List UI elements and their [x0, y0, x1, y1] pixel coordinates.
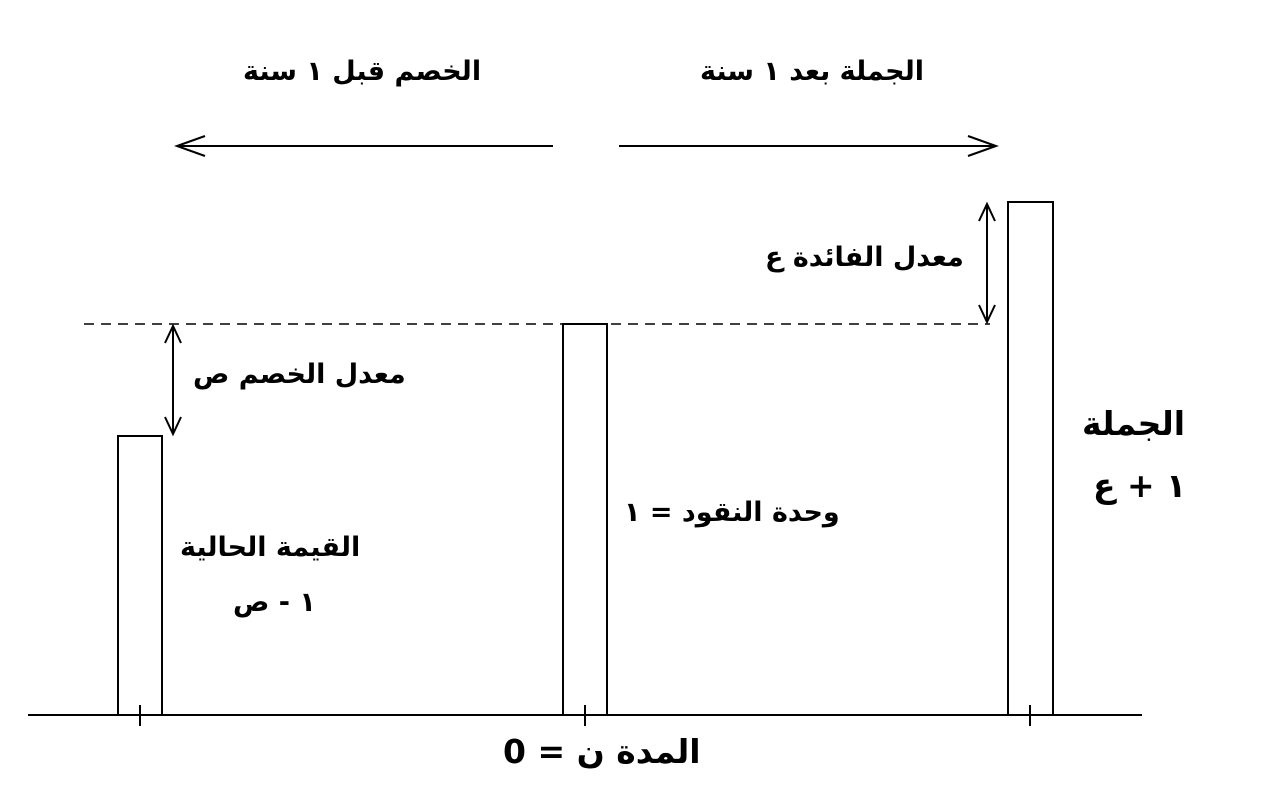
money-unit-label: وحدة النقود = ١ — [624, 497, 840, 528]
present-value-expression: ١ - ص — [233, 587, 316, 618]
interest-rate-label: معدل الفائدة ع — [765, 242, 964, 273]
bar-present-value — [118, 436, 162, 715]
present-value-title: القيمة الحالية — [180, 532, 361, 563]
accumulated-value-title: الجملة — [1082, 404, 1186, 443]
accumulation-one-year-label: الجملة بعد ١ سنة — [700, 56, 924, 87]
accumulated-value-expression: ١ + ع — [1093, 466, 1187, 505]
discount-rate-label: معدل الخصم ص — [193, 359, 406, 390]
bar-accumulated-value — [1008, 202, 1053, 715]
bar-money-unit — [563, 324, 607, 715]
discount-one-year-label: الخصم قبل ١ سنة — [243, 56, 482, 87]
term-label: المدة ن = 0 — [503, 732, 701, 771]
